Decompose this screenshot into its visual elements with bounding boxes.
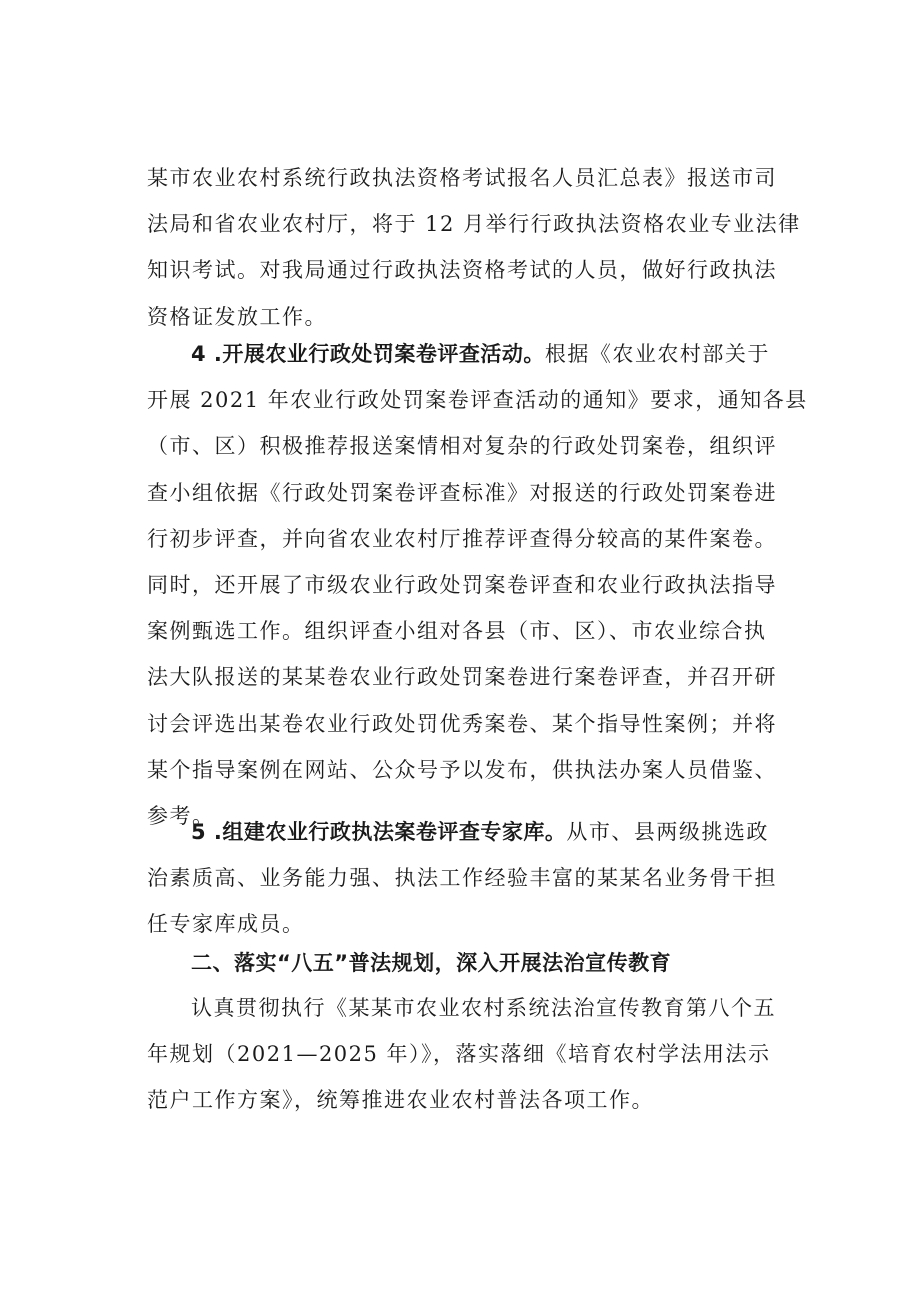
item-5-line-2: 治素质高、业务能力强、执法工作经验丰富的某某名业务骨干担: [147, 866, 777, 891]
item-5-paragraph: [147, 809, 797, 948]
item-4-line-8: 法大队报送的某某卷农业行政处罚案卷进行案卷评查，并召开研: [147, 665, 777, 690]
item-5-first-line-rest: 从市、县两级挑选政: [566, 820, 769, 844]
item-4-first-line-rest: 根据《农业农村部关于: [544, 342, 770, 366]
intro-line-2: 法局和省农业农村厅，将于 12 月举行行政执法资格农业专业法律: [147, 212, 801, 237]
section-2-line-2: 年规划（2021—2025 年）》，落实落细《培育农村学法用法示: [147, 1042, 771, 1067]
section-2-heading: 二、落实“八五”普法规划，深入开展法治宣传教育: [191, 951, 672, 975]
section-2-line-1: 认真贯彻执行《某某市农业农村系统法治宣传教育第八个五: [191, 996, 776, 1020]
item-4-line-4: 查小组依据《行政处罚案卷评查标准》对报送的行政处罚案卷进: [147, 480, 777, 505]
item-4-line-7: 案例甄选工作。组织评查小组对各县（市、区）、市农业综合执: [147, 619, 767, 644]
intro-line-3: 知识考试。对我局通过行政执法资格考试的人员，做好行政执法: [147, 258, 777, 283]
item-4-heading: 4 .开展农业行政处罚案卷评查活动。: [191, 342, 545, 366]
item-5-heading: 5 .组建农业行政执法案卷评查专家库。: [191, 820, 567, 844]
item-4-line-5: 行初步评查，并向省农业农村厅推荐评查得分较高的某件案卷。: [147, 526, 777, 551]
intro-line-1: 某市农业农村系统行政执法资格考试报名人员汇总表》报送市司: [147, 166, 777, 190]
intro-line-4: 资格证发放工作。: [147, 304, 327, 329]
item-4-line-11: 参考。: [147, 803, 215, 828]
item-5-first-line: [147, 809, 797, 855]
item-4-first-line: [147, 331, 797, 377]
intro-paragraph: [147, 155, 801, 340]
item-4-line-9: 讨会评选出某卷农业行政处罚优秀案卷、某个指导性案例；并将: [147, 711, 777, 736]
item-4-line-2: 开展 2021 年农业行政处罚案卷评查活动的通知》要求，通知各县: [147, 388, 808, 413]
section-2: [147, 940, 797, 986]
section-2-paragraph: [147, 985, 797, 1124]
item-4-line-10: 某个指导案例在网站、公众号予以发布，供执法办案人员借鉴、: [147, 757, 777, 782]
section-2-line-3: 范户工作方案》，统筹推进农业农村普法各项工作。: [147, 1088, 654, 1113]
item-4-line-3: （市、区）积极推荐报送案情相对复杂的行政处罚案卷，组织评: [147, 434, 777, 459]
item-5-line-3: 任专家库成员。: [147, 912, 305, 937]
item-4-paragraph: [147, 331, 808, 839]
item-4-line-6: 同时，还开展了市级农业行政处罚案卷评查和农业行政执法指导: [147, 572, 777, 597]
